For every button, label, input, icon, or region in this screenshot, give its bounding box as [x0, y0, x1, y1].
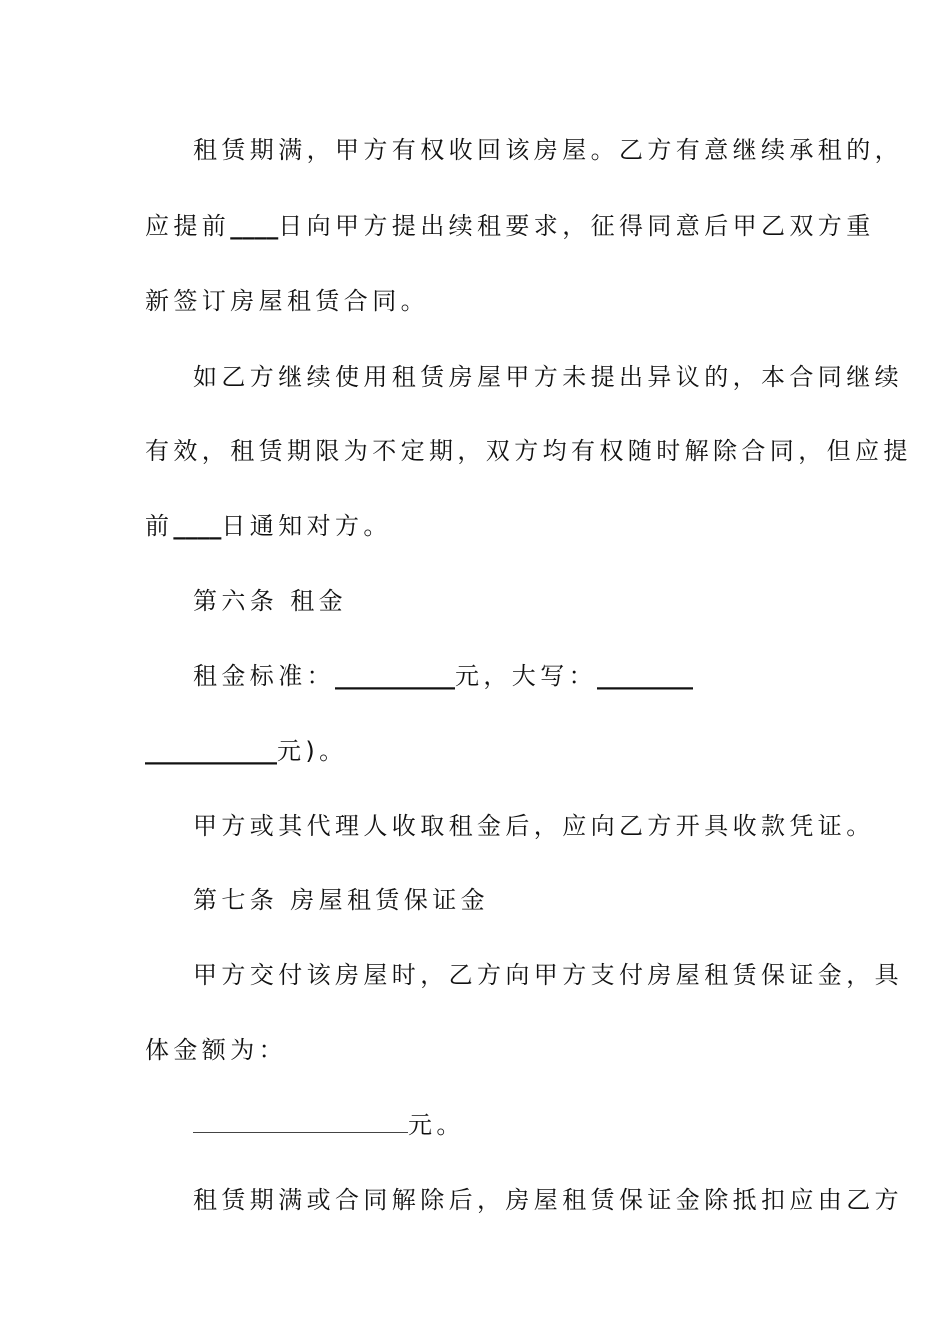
fill-in-blank: ____ — [173, 512, 222, 540]
paragraph-text: 日通知对方。 — [221, 512, 392, 540]
paragraph-text: 前 — [145, 512, 174, 540]
fill-in-blank: ____ — [230, 212, 279, 240]
section-heading-text: 第六条 租金 — [193, 587, 348, 615]
paragraph-line — [145, 135, 903, 165]
paragraph-text: 日向甲方提出续租要求，征得同意后甲乙双方重 — [278, 212, 875, 240]
fill-in-blank: ___________ — [145, 737, 277, 765]
paragraph-text: 新签订房屋租赁合同。 — [145, 287, 429, 315]
paragraph-line — [145, 960, 903, 990]
paragraph-line — [145, 736, 815, 766]
paragraph-line — [145, 1110, 815, 1140]
paragraph-text: 元，大写： — [455, 662, 597, 690]
paragraph-line — [145, 211, 875, 241]
paragraph-text: 体金额为： — [145, 1036, 287, 1064]
paragraph-line — [145, 511, 815, 541]
paragraph-text: 元。 — [408, 1111, 465, 1139]
paragraph-line — [145, 811, 875, 841]
paragraph-text: 租赁期满或合同解除后，房屋租赁保证金除抵扣应由乙方 — [193, 1186, 903, 1214]
paragraph-text: 有效，租赁期限为不定期，双方均有权随时解除合同，但应提 — [145, 437, 912, 465]
section-heading — [145, 885, 815, 915]
paragraph-line — [145, 1185, 903, 1215]
fill-in-blank: __________ — [335, 662, 455, 690]
section-heading — [145, 586, 815, 616]
section-heading-text: 第七条 房屋租赁保证金 — [193, 886, 490, 914]
fill-in-blank: ________ — [597, 662, 693, 690]
paragraph-text: 租金标准： — [193, 662, 335, 690]
paragraph-text: 元)。 — [277, 737, 348, 765]
paragraph-text: 甲方或其代理人收取租金后，应向乙方开具收款凭证。 — [193, 812, 875, 840]
paragraph-text: 如乙方继续使用租赁房屋甲方未提出异议的，本合同继续 — [193, 363, 903, 391]
paragraph-text: 租赁期满，甲方有权收回该房屋。乙方有意继续承租的， — [193, 136, 903, 164]
amount-blank-line — [193, 1110, 408, 1133]
paragraph-text: 应提前 — [145, 212, 231, 240]
paragraph-text: 甲方交付该房屋时，乙方向甲方支付房屋租赁保证金，具 — [193, 961, 903, 989]
paragraph-line — [145, 286, 815, 316]
paragraph-line — [145, 661, 815, 691]
paragraph-line — [145, 436, 912, 466]
paragraph-line — [145, 1035, 815, 1065]
paragraph-line — [145, 362, 903, 392]
